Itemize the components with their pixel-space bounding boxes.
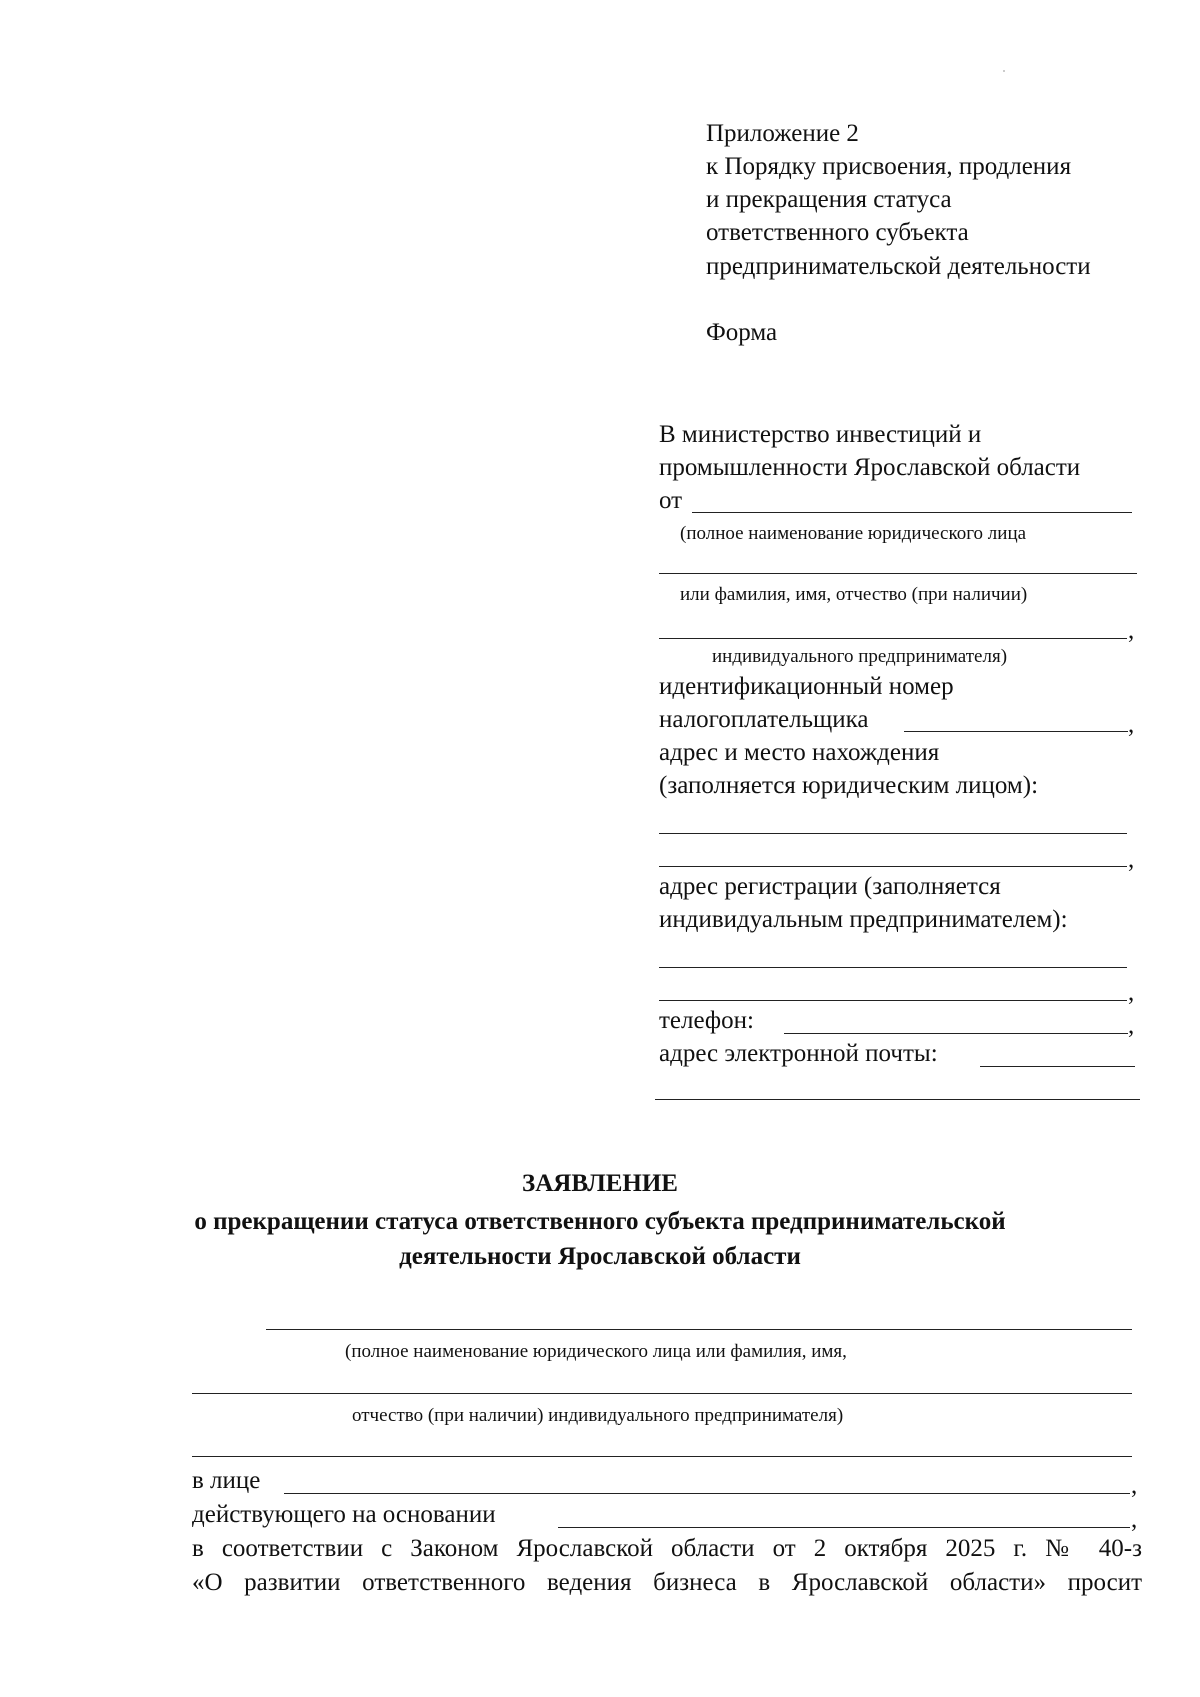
comma: , [1131,1472,1138,1499]
form-label: Форма [706,319,778,346]
statement-body-line-1: в соответствии с Законом Ярославской области от 2 октября 2025 г. № 40-з [192,1535,1142,1562]
comma: , [1128,1012,1135,1039]
email-label: адрес электронной почты: [659,1040,938,1067]
from-label: от [659,487,683,514]
registration-label-line-2: индивидуальным предпринимателем): [659,906,1068,933]
address-label-line-1: адрес и место нахождения [659,739,940,766]
from-name-field-line[interactable] [692,512,1132,513]
applicant-hint-1: (полное наименование юридического лица или фамилия, имя, [345,1341,847,1362]
basis-field-line[interactable] [558,1527,1130,1528]
applicant-name-field-line-1[interactable] [266,1329,1132,1330]
addressee-to-line-2: промышленности Ярославской области [659,454,1081,481]
basis-label: действующего на основании [192,1501,496,1528]
email-field-line-2[interactable] [655,1099,1140,1100]
statement-subtitle-2: деятельности Ярославской области [399,1243,801,1270]
registration-label-line-1: адрес регистрации (заполняется [659,873,1001,900]
appendix-line-1: Приложение 2 [706,120,859,147]
address-field-line-1[interactable] [659,833,1127,834]
comma: , [1131,1506,1138,1533]
inn-label-line-2: налогоплательщика [659,706,869,733]
comma: , [1128,617,1135,644]
registration-field-line-2[interactable] [659,1000,1127,1001]
from-hint-2: или фамилия, имя, отчество (при наличии) [680,584,1028,605]
scan-speck [1003,70,1005,72]
address-label-line-2: (заполняется юридическим лицом): [659,772,1039,799]
address-field-line-2[interactable] [659,866,1127,867]
registration-field-line-1[interactable] [659,967,1127,968]
applicant-hint-2: отчество (при наличии) индивидуального предпринимателя) [352,1405,844,1426]
appendix-line-3: и прекращения статуса [706,186,952,213]
statement-subtitle-1: о прекращении статуса ответственного субъекта предпринимательской [194,1208,1006,1235]
applicant-name-field-line-3[interactable] [192,1456,1132,1457]
email-field-line-1[interactable] [980,1066,1135,1067]
person-label: в лице [192,1467,261,1494]
applicant-name-field-line-2[interactable] [192,1393,1132,1394]
from-name-field-line-3[interactable] [659,638,1127,639]
from-hint-1: (полное наименование юридического лица [680,523,1027,544]
from-hint-3: индивидуального предпринимателя) [712,646,1008,667]
from-name-field-line-2[interactable] [659,573,1137,574]
appendix-line-4: ответственного субъекта [706,219,969,246]
comma: , [1128,711,1135,738]
phone-label: телефон: [659,1007,754,1034]
person-field-line[interactable] [284,1493,1130,1494]
appendix-line-5: предпринимательской деятельности [706,253,1091,280]
appendix-line-2: к Порядку присвоения, продления [706,153,1072,180]
inn-label-line-1: идентификационный номер [659,673,954,700]
inn-field-line[interactable] [904,731,1128,732]
comma: , [1128,979,1135,1006]
addressee-to-line-1: В министерство инвестиций и [659,421,982,448]
comma: , [1128,846,1135,873]
statement-body-line-2: «О развитии ответственного ведения бизнеса в Ярославской области» просит [192,1569,1142,1596]
statement-title: ЗАЯВЛЕНИЕ [522,1170,678,1197]
phone-field-line[interactable] [784,1033,1128,1034]
